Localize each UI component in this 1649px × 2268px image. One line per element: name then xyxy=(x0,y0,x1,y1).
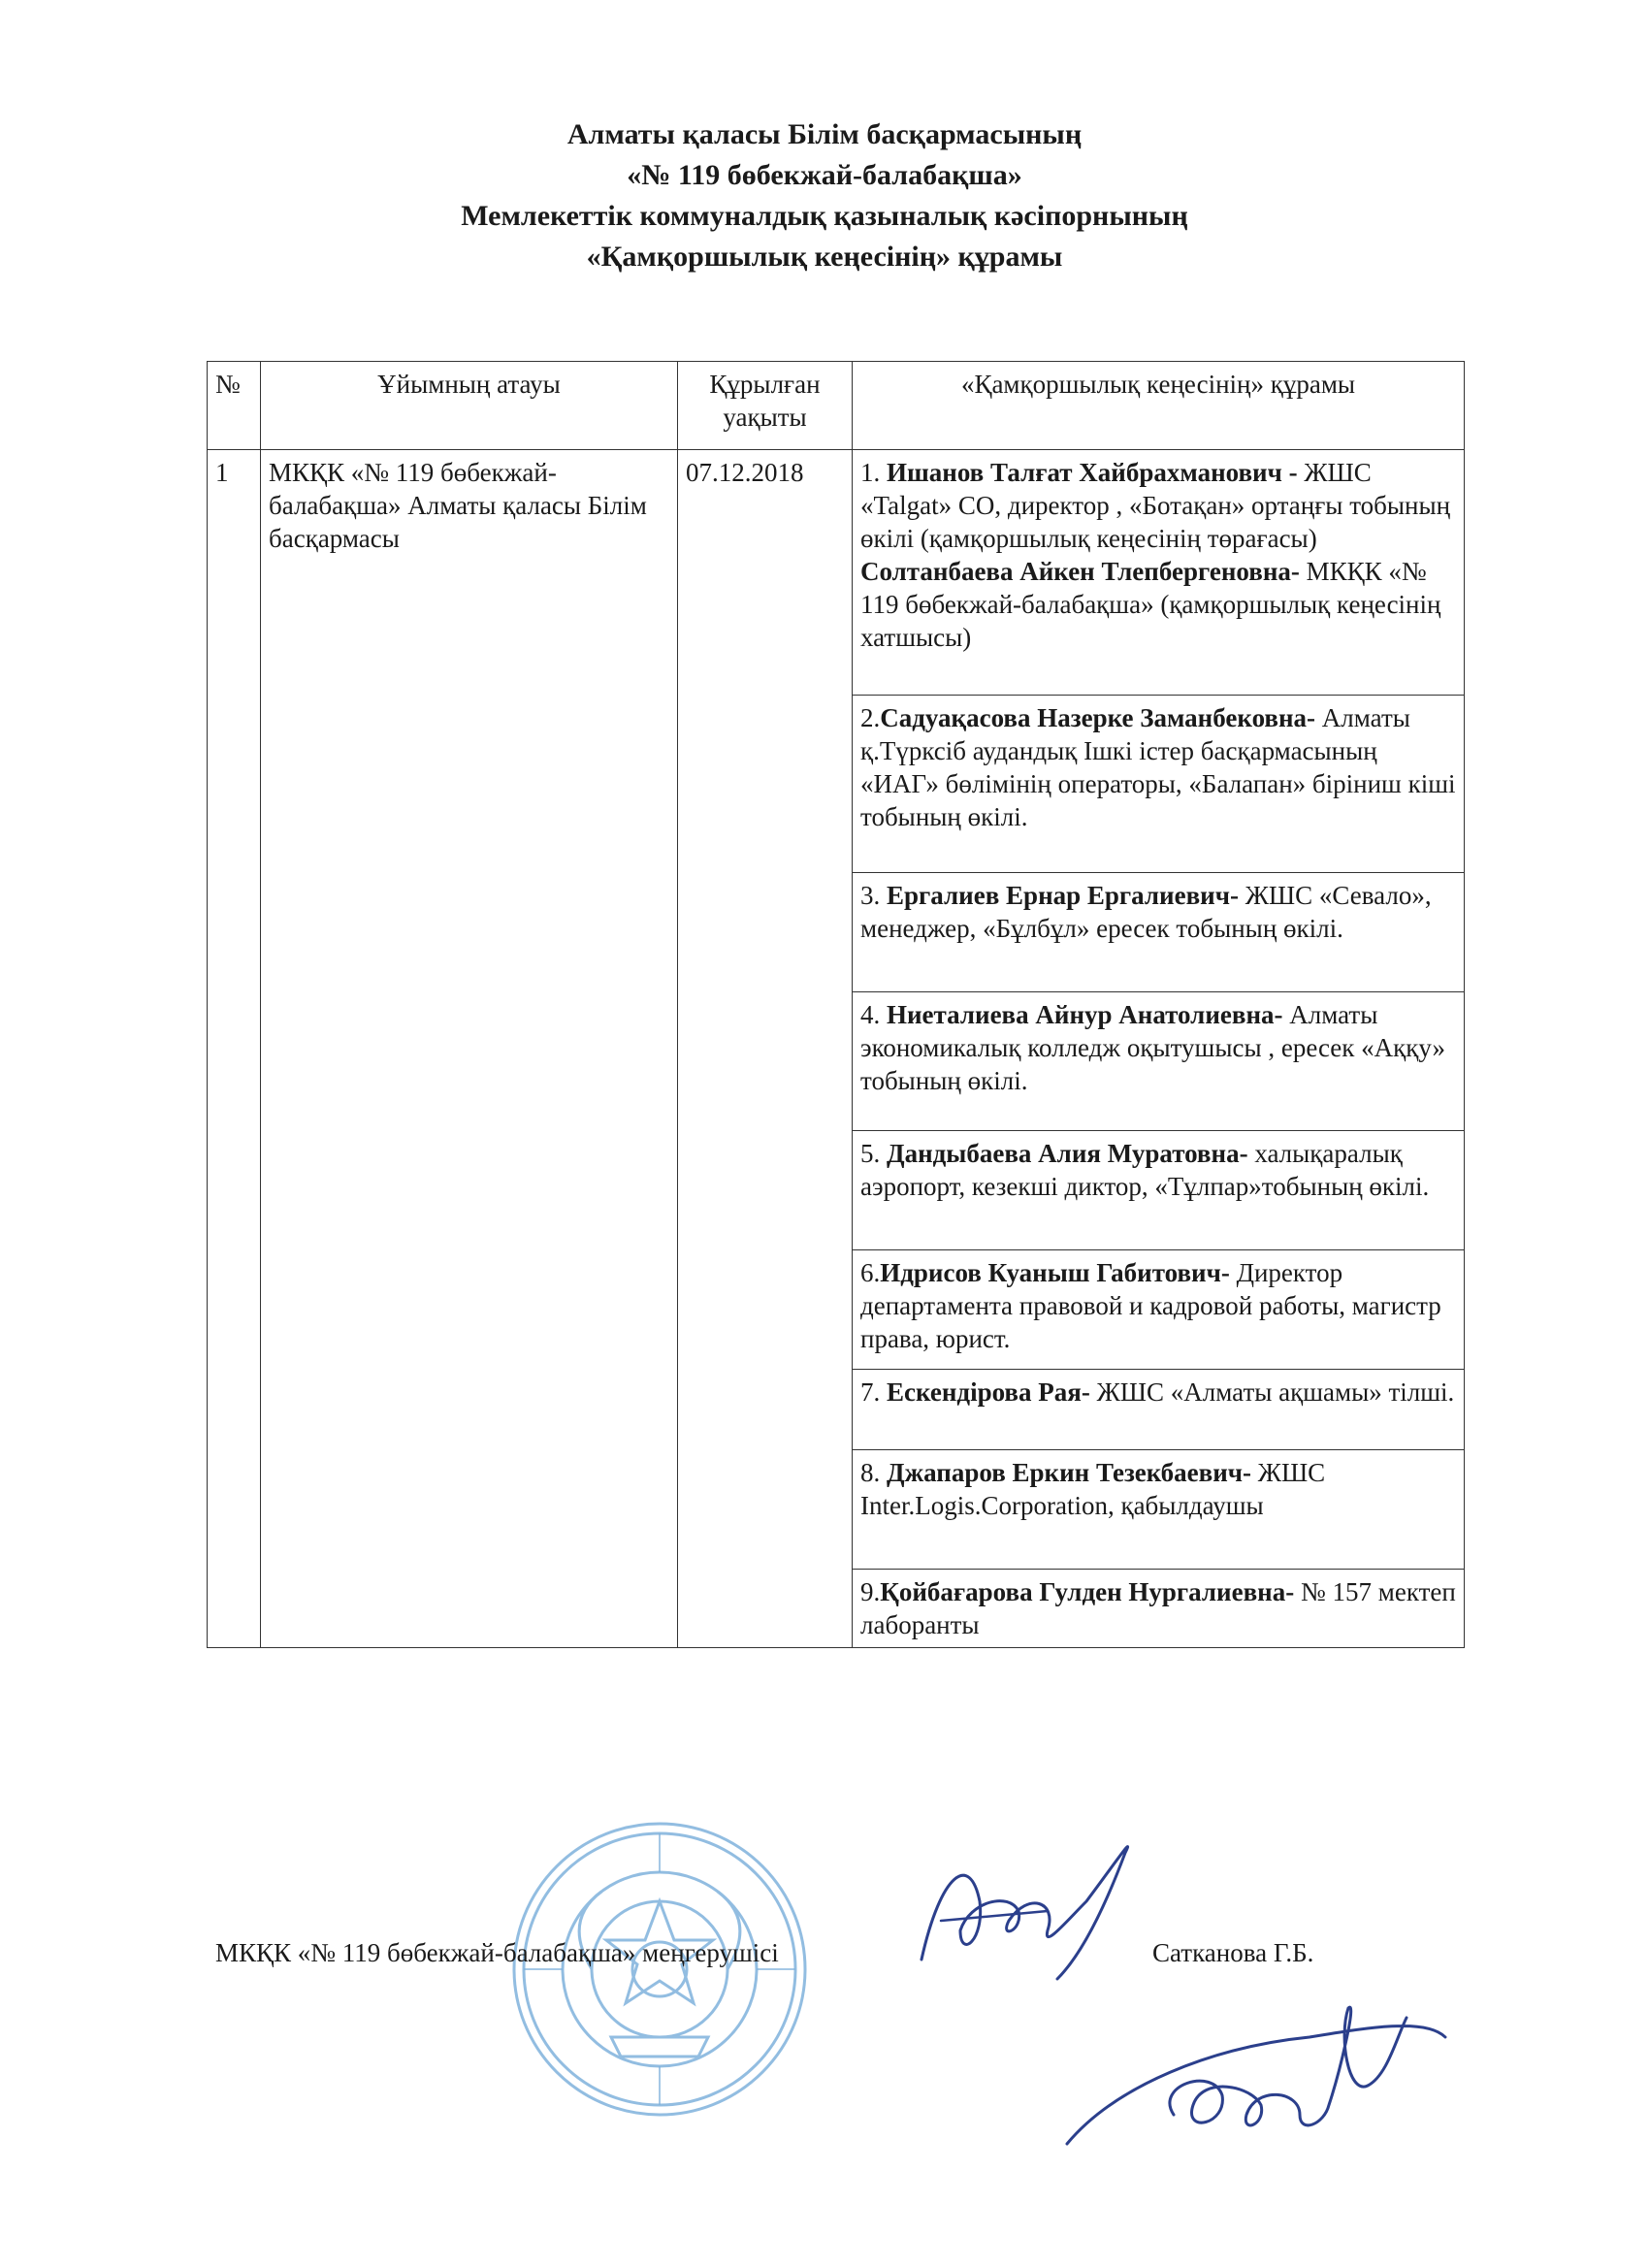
board-composition-table xyxy=(207,361,1465,1648)
title-line-3: Мемлекеттік коммуналдық қазыналық кәсіпорнының xyxy=(461,200,1188,232)
member-cell xyxy=(853,696,1465,873)
footer-position: МКҚК «№ 119 бөбекжай-балабақша» меңгерушісі xyxy=(215,1938,779,1967)
member-name: Идрисов Куаныш Габитович- xyxy=(880,1258,1230,1287)
header-founded: Құрылған уақыты xyxy=(678,362,853,450)
member-cell xyxy=(853,1131,1465,1250)
row-organization: МКҚК «№ 119 бөбекжай-балабақша» Алматы қаласы Білім басқармасы xyxy=(261,450,678,1648)
table-header-row xyxy=(208,362,1465,450)
row-date: 07.12.2018 xyxy=(678,450,853,1648)
member-prefix: 9. xyxy=(860,1577,881,1606)
member-prefix: 8. xyxy=(860,1458,887,1487)
member-cell xyxy=(853,1450,1465,1570)
member-name: Ишанов Талғат Хайбрахманович - xyxy=(887,458,1298,487)
member-name: Дандыбаева Алия Муратовна- xyxy=(887,1139,1248,1168)
member-desc: № 157 мектеп лаборанты xyxy=(860,1577,1456,1639)
member-desc: ЖШС «Алматы ақшамы» тілші. xyxy=(1089,1377,1455,1407)
member-cell xyxy=(853,992,1465,1131)
official-stamp-icon xyxy=(504,1814,815,2124)
member-name: Ескендірова Рая- xyxy=(887,1377,1090,1407)
member-cell xyxy=(853,1570,1465,1648)
member-cell xyxy=(853,873,1465,992)
header-composition: «Қамқоршылық кеңесінің» құрамы xyxy=(853,362,1465,450)
document-title xyxy=(0,114,1649,277)
signature-icon xyxy=(902,1814,1154,1989)
header-organization: Ұйымның атауы xyxy=(261,362,678,450)
member-desc: Директор департамента правовой и кадровой работы, магистр права, юрист. xyxy=(860,1258,1441,1353)
member-desc: МКҚК «№ 119 бөбекжай-балабақша» (қамқоршылық кеңесінің хатшысы) xyxy=(860,557,1441,652)
member-name: Солтанбаева Айкен Тлепбергеновна- xyxy=(860,557,1300,586)
table-row xyxy=(208,450,1465,696)
footer-director: Сатканова Г.Б. xyxy=(1152,1938,1314,1967)
member-name: Қойбағарова Гулден Нургалиевна- xyxy=(880,1577,1295,1606)
title-line-4: «Қамқоршылық кеңесінің» құрамы xyxy=(586,241,1063,273)
title-line-2: «№ 119 бөбекжай-балабақша» xyxy=(627,159,1022,191)
second-signature-icon xyxy=(1057,1979,1484,2173)
member-name: Садуақасова Назерке Заманбековна- xyxy=(880,703,1316,732)
header-number: № xyxy=(208,362,261,450)
member-prefix: 4. xyxy=(860,1000,887,1029)
title-line-1: Алматы қаласы Білім басқармасының xyxy=(566,118,1083,150)
member-prefix: 6. xyxy=(860,1258,881,1287)
member-desc: ЖШС «Talgat» СО, директор , «Ботақан» ортаңғы тобының өкілі (қамқоршылық кеңесінің төрағасы) xyxy=(860,458,1451,553)
member-cell xyxy=(853,450,1465,696)
member-cell xyxy=(853,1250,1465,1370)
member-prefix: 1. xyxy=(860,458,887,487)
member-prefix: 7. xyxy=(860,1377,887,1407)
member-desc: ЖШС «Севало», менеджер, «Бұлбұл» ересек тобының өкілі. xyxy=(860,881,1432,943)
member-name: Ниеталиева Айнур Анатолиевна- xyxy=(887,1000,1283,1029)
member-name: Джапаров Еркин Тезекбаевич- xyxy=(887,1458,1251,1487)
member-desc: Алматы экономикалық колледж оқытушысы , ересек «Аққу» тобының өкілі. xyxy=(860,1000,1446,1095)
member-desc: Алматы қ.Түрксіб аудандық Ішкі істер басқармасының «ИАГ» бөлімінің операторы, «Балапан» біріниш кіші тобының өкілі. xyxy=(860,703,1456,831)
row-number: 1 xyxy=(208,450,261,1648)
member-desc: ЖШС Inter.Logis.Corporation, қабылдаушы xyxy=(860,1458,1326,1520)
member-prefix: 3. xyxy=(860,881,887,910)
member-prefix: 2. xyxy=(860,703,881,732)
member-name: Ергалиев Ернар Ергалиевич- xyxy=(887,881,1239,910)
member-desc: халықаралық аэропорт, кезекші диктор, «Тұлпар»тобының өкілі. xyxy=(860,1139,1430,1201)
member-cell xyxy=(853,1370,1465,1450)
member-prefix: 5. xyxy=(860,1139,887,1168)
